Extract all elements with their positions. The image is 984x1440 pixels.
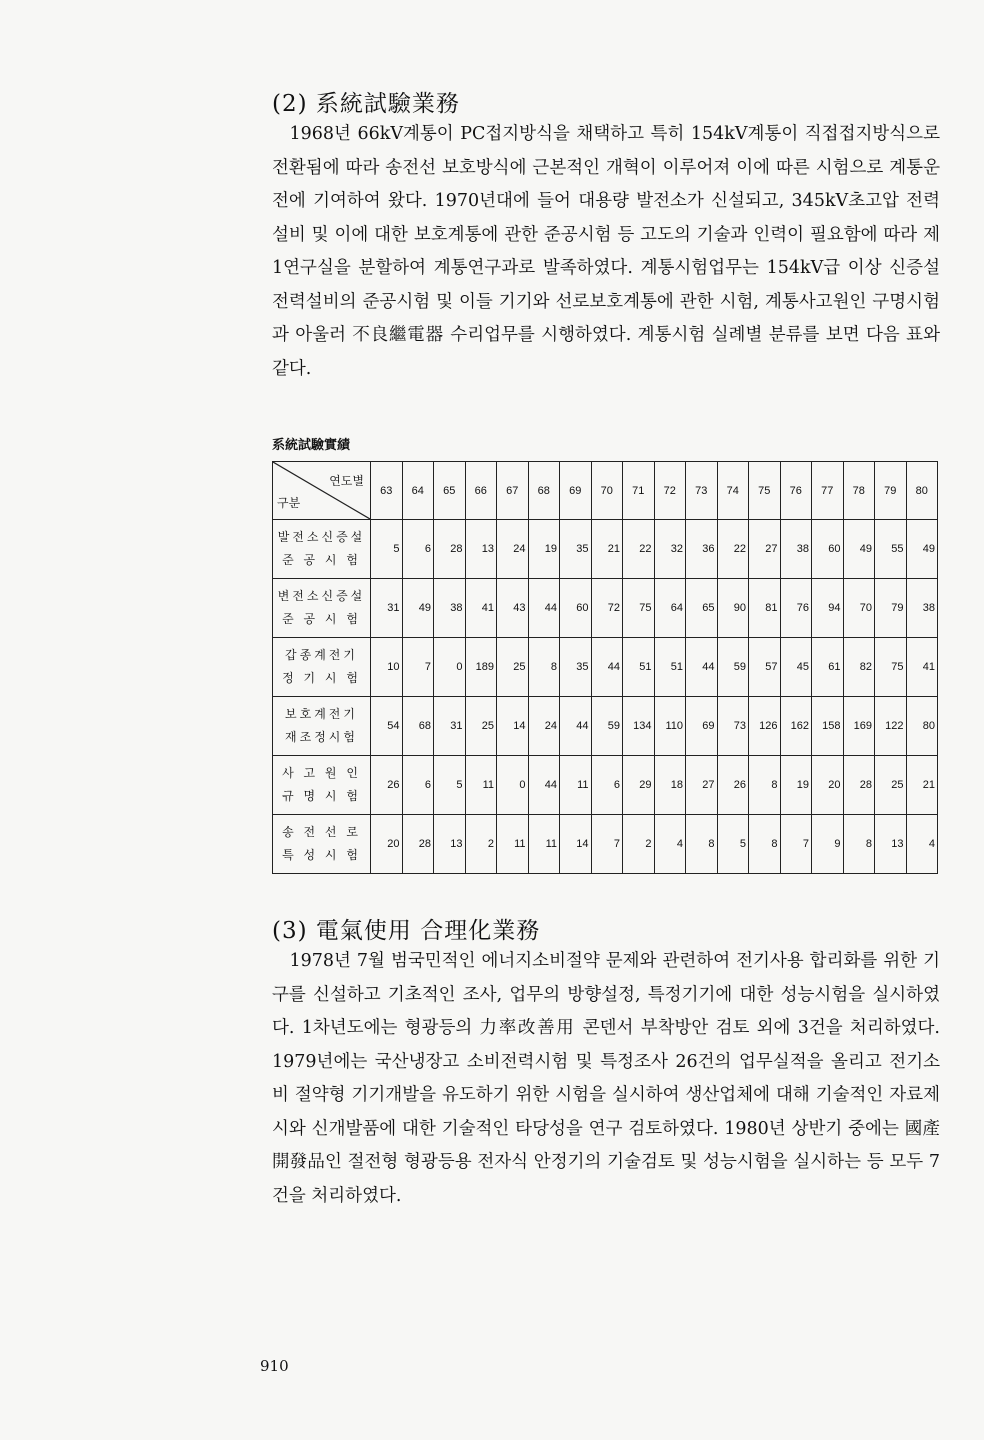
table-cell: 69	[686, 697, 718, 756]
table-cell: 19	[780, 756, 812, 815]
table-cell: 7	[591, 815, 623, 874]
table-row	[273, 638, 938, 697]
table-cell: 54	[371, 697, 403, 756]
table-cell: 13	[434, 815, 466, 874]
table-row	[273, 579, 938, 638]
table-cell: 38	[780, 520, 812, 579]
row-label	[273, 815, 371, 874]
table-cell: 25	[497, 638, 529, 697]
table-cell: 28	[402, 815, 434, 874]
table-cell: 82	[843, 638, 875, 697]
table-cell: 64	[654, 579, 686, 638]
table-cell: 61	[812, 638, 844, 697]
table-cell: 51	[623, 638, 655, 697]
table-cell: 24	[497, 520, 529, 579]
table-cell: 59	[717, 638, 749, 697]
page-number: 910	[260, 1357, 289, 1375]
table-cell: 18	[654, 756, 686, 815]
table-caption: 系統試驗實績	[272, 438, 351, 453]
table-cell: 6	[591, 756, 623, 815]
table-cell: 4	[906, 815, 938, 874]
table-cell: 9	[812, 815, 844, 874]
header-year-label: 연도별	[329, 474, 364, 488]
table-cell: 94	[812, 579, 844, 638]
table-cell: 44	[560, 697, 592, 756]
table-cell: 51	[654, 638, 686, 697]
year-header: 70	[591, 462, 623, 520]
year-header: 77	[812, 462, 844, 520]
table-cell: 43	[497, 579, 529, 638]
table-cell: 79	[875, 579, 907, 638]
year-header: 68	[528, 462, 560, 520]
row-label	[273, 520, 371, 579]
table-cell: 11	[497, 815, 529, 874]
table-cell: 5	[434, 756, 466, 815]
year-header: 74	[717, 462, 749, 520]
table-cell: 7	[780, 815, 812, 874]
table-cell: 73	[717, 697, 749, 756]
table-cell: 38	[434, 579, 466, 638]
table-cell: 19	[528, 520, 560, 579]
year-header: 65	[434, 462, 466, 520]
table-cell: 2	[623, 815, 655, 874]
table-cell: 6	[402, 520, 434, 579]
table-cell: 22	[623, 520, 655, 579]
table-cell: 76	[780, 579, 812, 638]
table-cell: 26	[371, 756, 403, 815]
table-cell: 31	[371, 579, 403, 638]
table-cell: 90	[717, 579, 749, 638]
table-cell: 158	[812, 697, 844, 756]
header-category-label: 구분	[277, 496, 301, 510]
table-cell: 189	[465, 638, 497, 697]
table-cell: 5	[371, 520, 403, 579]
table-cell: 5	[717, 815, 749, 874]
table-cell: 8	[686, 815, 718, 874]
table-cell: 14	[497, 697, 529, 756]
row-label-line-1: 변전소신증설	[277, 589, 366, 603]
table-cell: 22	[717, 520, 749, 579]
table-header-row	[273, 462, 938, 520]
table-cell: 72	[591, 579, 623, 638]
table-cell: 8	[528, 638, 560, 697]
table-cell: 41	[465, 579, 497, 638]
table-cell: 26	[717, 756, 749, 815]
table-cell: 0	[497, 756, 529, 815]
table-cell: 49	[402, 579, 434, 638]
table-cell: 80	[906, 697, 938, 756]
table-cell: 14	[560, 815, 592, 874]
row-label-line-2: 특 성 시 험	[282, 848, 361, 862]
table-cell: 122	[875, 697, 907, 756]
table-cell: 75	[875, 638, 907, 697]
row-label-line-2: 재조정시험	[285, 730, 358, 744]
table-cell: 65	[686, 579, 718, 638]
table-cell: 25	[465, 697, 497, 756]
table-cell: 44	[591, 638, 623, 697]
table-cell: 21	[591, 520, 623, 579]
table-cell: 11	[465, 756, 497, 815]
table-cell: 20	[371, 815, 403, 874]
table-cell: 8	[749, 756, 781, 815]
row-label-line-2: 준 공 시 험	[282, 612, 361, 626]
table-cell: 27	[749, 520, 781, 579]
table-cell: 55	[875, 520, 907, 579]
system-test-results-table	[272, 461, 938, 874]
table-cell: 25	[875, 756, 907, 815]
table-cell: 21	[906, 756, 938, 815]
table-cell: 38	[906, 579, 938, 638]
table-row	[273, 697, 938, 756]
table-cell: 44	[686, 638, 718, 697]
row-label-line-2: 규 명 시 험	[282, 789, 361, 803]
section-3-paragraph: 1978년 7월 범국민적인 에너지소비절약 문제와 관련하여 전기사용 합리화를 위한 기구를 신설하고 기초적인 조사, 업무의 방향설정, 특정기기에 대한 성능시험을 실시하였다. 1차년도에는 형광등의 力率改善用 콘덴서 부착방안 검토 외에 3건을 처리하였다. 1979년에는 국산냉장고 소비전력시험 및 특정조사 26건의 업무실적을 올리고 전기소비 절약형 기기개발을 유도하기 위한 시험을 실시하여 생산업체에 대해 기술적인 자료제시와 신개발품에 대한 기술적인 타당성을 연구 검토하였다. 1980년 상반기 중에는 國產開發品인 절전형 형광등용 전자식 안정기의 기술검토 및 성능시험을 실시하는 등 모두 7건을 처리하였다.	[272, 951, 940, 1206]
table-cell: 60	[560, 579, 592, 638]
year-header: 78	[843, 462, 875, 520]
row-label-line-2: 준 공 시 험	[282, 553, 361, 567]
row-label-line-2: 정 기 시 험	[282, 671, 361, 685]
table-cell: 27	[686, 756, 718, 815]
table-cell: 169	[843, 697, 875, 756]
table-body	[273, 520, 938, 874]
table-cell: 70	[843, 579, 875, 638]
table-cell: 45	[780, 638, 812, 697]
table-cell: 28	[434, 520, 466, 579]
header-corner-cell	[273, 462, 371, 520]
table-row	[273, 756, 938, 815]
section-2-paragraph: 1968년 66kV계통이 PC접지방식을 채택하고 특히 154kV계통이 직접접지방식으로 전환됨에 따라 송전선 보호방식에 근본적인 개혁이 이루어져 이에 따른 시험으로 계통운전에 기여하여 왔다. 1970년대에 들어 대용량 발전소가 신설되고, 345kV초고압 전력설비 및 이에 대한 보호계통에 관한 준공시험 등 고도의 기술과 인력이 필요함에 따라 제1연구실을 분할하여 계통연구과로 발족하였다. 계통시험업무는 154kV급 이상 신증설 전력설비의 준공시험 및 이들 기기와 선로보호계통에 관한 시험, 계통사고원인 구명시험과 아울러 不良繼電器 수리업무를 시행하였다. 계통시험 실례별 분류를 보면 다음 표와 같다.	[272, 124, 940, 379]
row-label	[273, 579, 371, 638]
table-cell: 8	[749, 815, 781, 874]
table-cell: 68	[402, 697, 434, 756]
table-cell: 75	[623, 579, 655, 638]
year-header: 71	[623, 462, 655, 520]
year-header: 73	[686, 462, 718, 520]
table-cell: 134	[623, 697, 655, 756]
table-cell: 36	[686, 520, 718, 579]
section-2-heading: (2) 系統試驗業務	[272, 91, 460, 117]
table-cell: 162	[780, 697, 812, 756]
table-cell: 44	[528, 756, 560, 815]
table-cell: 0	[434, 638, 466, 697]
table-cell: 44	[528, 579, 560, 638]
year-header: 64	[402, 462, 434, 520]
table-cell: 4	[654, 815, 686, 874]
row-label-line-1: 사 고 원 인	[282, 766, 361, 780]
table-cell: 57	[749, 638, 781, 697]
table-cell: 49	[906, 520, 938, 579]
table-cell: 13	[465, 520, 497, 579]
year-header: 72	[654, 462, 686, 520]
year-header: 69	[560, 462, 592, 520]
year-header: 76	[780, 462, 812, 520]
table-cell: 32	[654, 520, 686, 579]
table-cell: 2	[465, 815, 497, 874]
table-cell: 60	[812, 520, 844, 579]
table-cell: 13	[875, 815, 907, 874]
table-cell: 24	[528, 697, 560, 756]
table-cell: 8	[843, 815, 875, 874]
section-3-heading: (3) 電氣使用 合理化業務	[272, 918, 541, 944]
table-cell: 11	[560, 756, 592, 815]
year-header: 75	[749, 462, 781, 520]
table-cell: 31	[434, 697, 466, 756]
table-cell: 28	[843, 756, 875, 815]
table-cell: 10	[371, 638, 403, 697]
row-label-line-1: 송 전 선 로	[282, 825, 361, 839]
table-cell: 35	[560, 638, 592, 697]
table-row	[273, 815, 938, 874]
year-header: 63	[371, 462, 403, 520]
table-cell: 59	[591, 697, 623, 756]
table-cell: 35	[560, 520, 592, 579]
table-cell: 29	[623, 756, 655, 815]
table-cell: 81	[749, 579, 781, 638]
table-cell: 20	[812, 756, 844, 815]
table-cell: 126	[749, 697, 781, 756]
year-header: 66	[465, 462, 497, 520]
year-header: 67	[497, 462, 529, 520]
row-label	[273, 638, 371, 697]
table-cell: 11	[528, 815, 560, 874]
row-label-line-1: 갑종계전기	[285, 648, 358, 662]
year-header: 80	[906, 462, 938, 520]
table-row	[273, 520, 938, 579]
row-label	[273, 697, 371, 756]
table-cell: 6	[402, 756, 434, 815]
row-label-line-1: 보호계전기	[285, 707, 358, 721]
row-label	[273, 756, 371, 815]
table-cell: 110	[654, 697, 686, 756]
row-label-line-1: 발전소신증설	[277, 530, 366, 544]
table-cell: 7	[402, 638, 434, 697]
table-cell: 49	[843, 520, 875, 579]
table-cell: 41	[906, 638, 938, 697]
year-header: 79	[875, 462, 907, 520]
